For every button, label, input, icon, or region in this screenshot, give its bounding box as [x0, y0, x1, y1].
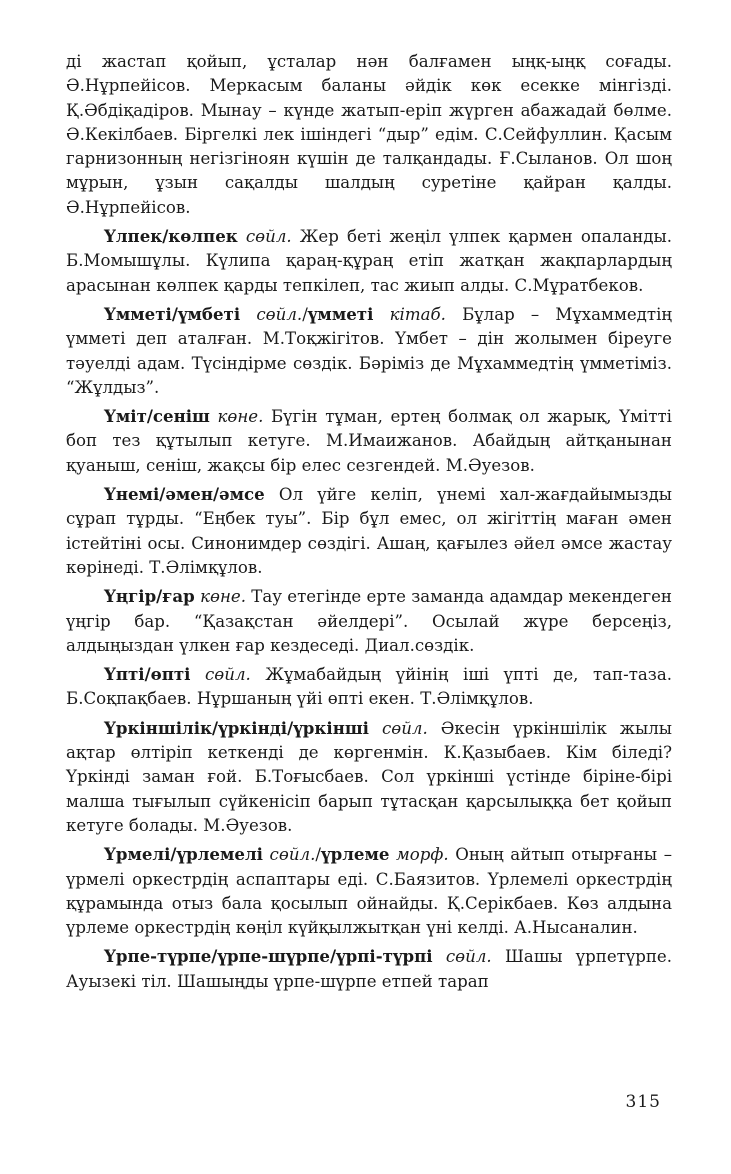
headword: үрлеме — [320, 844, 390, 865]
entry-text: ді жастап қойып, ұсталар нән балғамен ыңқ-ыңқ соғады. Ә.Нұрпейісов. Меркасым баланы әйдік көк есекке мінгізді. Қ.Әбдіқадіров. Мынау – күнде жатып-еріп жүрген абажадай бөлме. Ә.Кекілбаев. Біргелкі лек ішіндегі “дыр” едім. С.Сейфуллин. Қасым гарнизонның негізгіноян күшін де талқандады. Ғ.Сыланов. Ол шоң мұрын, ұзын сақалды шалдың суретіне қайран қалды. Ә.Нұрпейісов. — [66, 52, 672, 217]
entry-text: Бүгін тұман, ертең болмақ ол жарық, Үмітті боп тез құтылып кетуге. М.Имаижанов. Абайдың айтқанынан қуаныш, сеніш, жақсы бір елес сезгендей. М.Әуезов. — [66, 407, 672, 475]
entry-text: Бұлар – Мұхаммедтің үмметі деп аталған. М.Тоқжігітов. Үмбет – дін жолымен біреуге тәуелді адам. Түсіндірме сөздік. Бәріміз де Мұхаммедтің үмметіміз. “Жұлдыз”. — [66, 304, 673, 397]
dictionary-entry — [66, 842, 672, 940]
headword: Үрпе-түрпе/үрпе-шүрпе/үрпі-түрпі — [104, 946, 433, 967]
dictionary-entry — [66, 404, 672, 478]
headword: Үңгір/ғар — [104, 586, 195, 607]
entry-text — [433, 947, 446, 966]
dictionary-entry — [66, 224, 672, 298]
continued-paragraph — [66, 50, 672, 220]
entry-text — [373, 305, 389, 324]
usage-label: сөйл. — [445, 947, 492, 967]
usage-label: сөйл. — [245, 227, 292, 247]
usage-label: көне. — [217, 407, 264, 427]
usage-label: кітаб. — [389, 304, 446, 324]
entry-text — [240, 305, 256, 324]
headword: үмметі — [307, 303, 374, 324]
dictionary-entry — [66, 716, 672, 838]
dictionary-entry — [66, 302, 672, 400]
usage-label: көне. — [200, 587, 246, 607]
usage-label: сөйл. — [205, 665, 251, 685]
dictionary-entry — [66, 662, 672, 712]
headword: Үрмелі/үрлемелі — [104, 844, 263, 865]
entry-text: Тау етегінде ерте заманда адамдар мекендеген үңгір бар. “Қазақстан әйелдері”. Осылай жүре берсеңіз, алдыңыздан үлкен ғар кездеседі. Диал.сөздік. — [66, 587, 672, 655]
entry-text: Жұмабайдың үйінің іші үпті де, тап-таза. Б.Соқпақбаев. Нұршаның үйі өпті екен. Т.Әлімқұлов. — [66, 665, 672, 709]
entry-text: Шашы үрпетүрпе. Ауызекі тіл. Шашыңды үрпе-шүрпе етпей тарап — [66, 947, 672, 991]
headword: Үнемі/әмен/әмсе — [104, 484, 265, 505]
usage-label: сөйл. — [256, 304, 303, 324]
headword: Үлпек/көлпек — [104, 226, 238, 247]
page-body — [66, 50, 672, 994]
entry-text: Ол үйге келіп, үнемі хал-жағдайымызды сұрап тұрды. “Еңбек туы”. Бір бұл емес, ол жігіттің маған әмен істейтіні осы. Синонимдер сөздігі. Ашаң, қағылез әйел әмсе жастау көрінеді. Т.Әлімқұлов. — [66, 485, 672, 577]
entry-text: / — [302, 304, 308, 324]
headword: Үмметі/үмбеті — [104, 303, 241, 324]
dictionary-entry — [66, 944, 672, 994]
entry-text: Әкесін үркіншілік жылы ақтар өлтіріп кеткенді де көргенмін. К.Қазыбаев. Кім біледі? Үркінді заман ғой. Б.Тоғысбаев. Сол үркінші үстінде біріне-бірі малша тығылып сүйкенісіп барып тұтасқан қарсылыққа бет қойып кетуге болады. М.Әуезов. — [66, 718, 672, 835]
page-number: 315 — [625, 1092, 661, 1112]
headword: Үпті/өпті — [104, 664, 191, 685]
usage-label: сөйл. — [269, 845, 316, 865]
entry-text — [238, 227, 246, 246]
entry-text: Жер беті жеңіл үлпек қармен опаланды. Б.Момышұлы. Күлипа қараң-құраң етіп жатқан жақпарлардың арасынан көлпек қарды тепкілеп, тас жиып алды. С.Мұратбеков. — [66, 227, 672, 295]
entry-text: Оның айтып отырғаны – үрмелі оркестрдің аспаптары еді. С.Баязитов. Үрлемелі оркестрдің құрамында отыз бала қосылып ойнайды. Қ.Серікбаев. Көз алдына үрлеме оркестрдің көңіл күйқылжытқан үні келді. А.Нысаналин. — [66, 845, 672, 938]
dictionary-entry — [66, 584, 672, 658]
headword: Үркіншілік/үркінді/үркінші — [104, 717, 369, 738]
usage-label: морф. — [396, 845, 449, 865]
usage-label: сөйл. — [381, 718, 428, 738]
entry-text: / — [315, 845, 321, 865]
entry-text — [190, 665, 205, 684]
entry-text — [263, 845, 270, 864]
entry-text — [369, 719, 382, 738]
headword: Үміт/сеніш — [104, 406, 210, 427]
dictionary-entry — [66, 482, 672, 580]
